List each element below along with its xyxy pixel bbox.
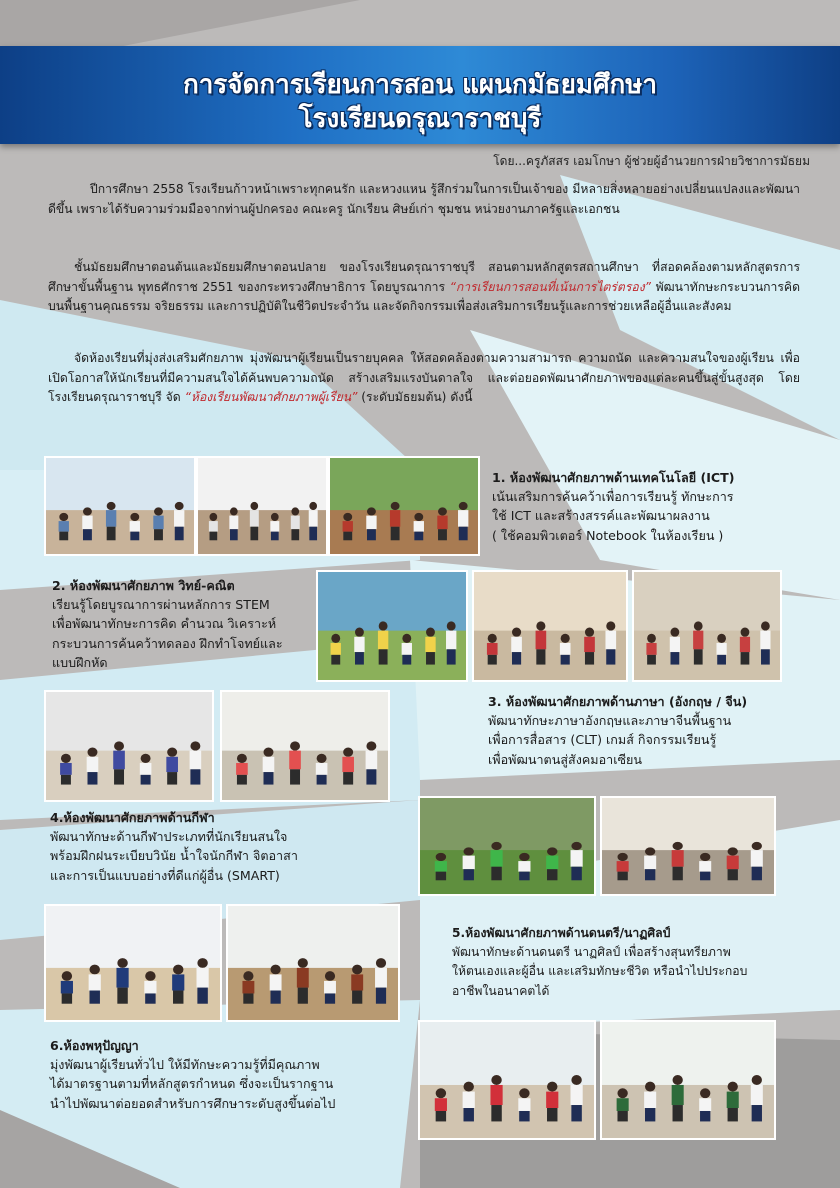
language-classroom-photo [44,690,214,802]
multiple-intelligence-class-photo [418,1020,596,1140]
multiple-intelligence-lecture-photo [600,1020,776,1140]
section-line: พัฒนาทักษะภาษาอังกฤษและภาษาจีนพื้นฐาน [488,713,732,729]
section-line: แบบฝึกหัด [52,654,108,670]
stem-classroom-photo [316,570,468,682]
section-heading: 6.ห้องพหุปัญญา [50,1038,139,1053]
thai-music-photo [226,904,400,1022]
section-line: พัฒนาทักษะด้านกีฬาประเภทที่นักเรียนสนใจ [50,829,288,845]
section-multiple-intelligence [50,1036,335,1113]
intro-paragraph-1 [48,180,800,219]
dance-class-photo [44,904,222,1022]
section-line: กระบวนการค้นคว้าทดลอง ฝึกทำโจทย์และ [52,635,283,651]
intro-p2-text-end: พัฒนาทักษะกระบวนการคิด บนพื้นฐานคุณธรรม จริยธรรม และการปฏิบัติในชีวิตประจำวัน และจัดกิจกรรมเพื่อส่งเสริมการเรียนรู้และการช่วยเหลือผู้อื่นและสังคม [48,279,800,313]
page-subtitle: โรงเรียนดรุณาราชบุรี [298,104,542,134]
intro-p3-highlight: “ห้องเรียนพัฒนาศักยภาพผู้เรียน” [184,390,358,404]
section-line: ได้มาตรฐานตามที่หลักสูตรกำหนด ซึ่งจะเป็นรากฐาน [50,1076,334,1092]
stem-floor-activity-photo [632,570,782,682]
intro-paragraph-2 [48,258,800,317]
section-ict [492,468,735,545]
section-heading: 2. ห้องพัฒนาศักยภาพ วิทย์-คณิต [52,578,235,593]
section-line: เพื่อการสื่อสาร (CLT) เกมส์ กิจกรรมเรียนรู้ [488,732,717,748]
sports-courtyard-photo [600,796,776,896]
section-line: ใช้ ICT และสร้างสรรค์และพัฒนาผลงาน [492,508,710,524]
section-line: เรียนรู้โดยบูรณาการผ่านหลักการ STEM [52,597,270,613]
intro-paragraph-3 [48,349,800,408]
section-language [488,692,747,769]
section-line: เพื่อพัฒนาตนสู่สังคมอาเซียน [488,751,643,767]
section-line: อาชีพในอนาคตได้ [452,983,550,998]
intro-p3-text-end: (ระดับมัธยมต้น) ดังนี้ [357,390,473,404]
page-title: การจัดการเรียนการสอน แผนกมัธยมศึกษา [182,70,658,100]
section-line: นำไปพัฒนาต่อยอดสำหรับการศึกษาระดับสูงขึ้นต่อไป [50,1095,336,1111]
author-byline: โดย...ครูภัสสร เอมโกษา ผู้ช่วยผู้อำนวยการฝ่ายวิชาการมัธยม [493,154,810,168]
ict-students-corridor-photo [196,456,328,556]
ict-outdoor-tables-photo [328,456,480,556]
ict-computer-lab-photo [44,456,196,556]
section-heading: 1. ห้องพัฒนาศักยภาพด้านเทคโนโลยี (ICT) [492,470,735,485]
section-line: พัฒนาทักษะด้านดนตรี นาฏศิลป์ เพื่อสร้างสุนทรียภาพ [452,945,731,960]
intro-p1-text: ปีการศึกษา 2558 โรงเรียนก้าวหน้าเพราะทุกคนรัก และหวงแหน รู้สึกร่วมในการเป็นเจ้าของ มีหลายสิ่งหลายอย่างเปลี่ยนแปลงและพัฒนาดีขึ้น เพราะได้รับความร่วมมือจากท่านผู้ปกครอง คณะครู นักเรียน ศิษย์เก่า ชุมชน หน่วยงานภาครัฐและเอกชน [48,182,800,216]
section-line: เน้นเสริมการค้นคว้าเพื่อการเรียนรู้ ทักษะการ [492,489,734,505]
section-line: พร้อมฝึกฝนระเบียบวินัย น้ำใจนักกีฬา จิตอาสา [50,848,298,864]
sports-football-field-photo [418,796,596,896]
section-line: ( ใช้คอมพิวเตอร์ Notebook ในห้องเรียน ) [492,527,724,543]
intro-p3-text: จัดห้องเรียนที่มุ่งส่งเสริมศักยภาพ มุ่งพัฒนาผู้เรียนเป็นรายบุคคล ให้สอดคล้องตามความสามารถ ความถนัด และความสนใจของผู้เรียน เพื่อเปิดโอกาสให้นักเรียนที่มีความสนใจได้ค้นพบความถนัด สร้างเสริมแรงบันดาลใจ และต่อยอดพัฒนาศักยภาพของแต่ละคนขึ้นสู่ขั้นสูงสุด โดยโรงเรียนดรุณาราชบุรี จัด [48,351,800,404]
intro-p2-highlight: “การเรียนการสอนที่เน้นการไตร่ตรอง” [449,279,651,294]
section-line: ให้ตนเองและผู้อื่น และเสริมทักษะชีวิต หรือนำไปประกอบ [452,964,748,979]
section-heading: 4.ห้องพัฒนาศักยภาพด้านกีฬา [50,810,215,825]
intro-p2-text: ชั้นมัธยมศึกษาตอนต้นและมัธยมศึกษาตอนปลาย ของโรงเรียนดรุณาราชบุรี สอนตามหลักสูตรสถานศึกษา ที่สอดคล้องตามหลักสูตรการศึกษาขั้นพื้นฐาน พุทธศักราช 2551 ของกระทรวงศึกษาธิการ โดยบูรณาการ [48,260,800,294]
section-science-math [52,576,283,672]
section-line: และการเป็นแบบอย่างที่ดีแก่ผู้อื่น (SMART) [50,867,280,883]
language-game-photo [220,690,390,802]
stem-group-work-photo [472,570,628,682]
section-music-dance [452,924,747,1001]
section-heading: 3. ห้องพัฒนาศักยภาพด้านภาษา (อังกฤษ / จีน) [488,694,748,709]
section-heading: 5.ห้องพัฒนาศักยภาพด้านดนตรี/นาฏศิลป์ [452,926,671,940]
section-line: มุ่งพัฒนาผู้เรียนทั่วไป ให้มีทักษะความรู้ที่มีคุณภาพ [50,1057,320,1073]
title-banner [0,46,840,144]
section-line: เพื่อพัฒนาทักษะการคิด คำนวณ วิเคราะห์ [52,616,277,632]
section-sports [50,808,298,885]
